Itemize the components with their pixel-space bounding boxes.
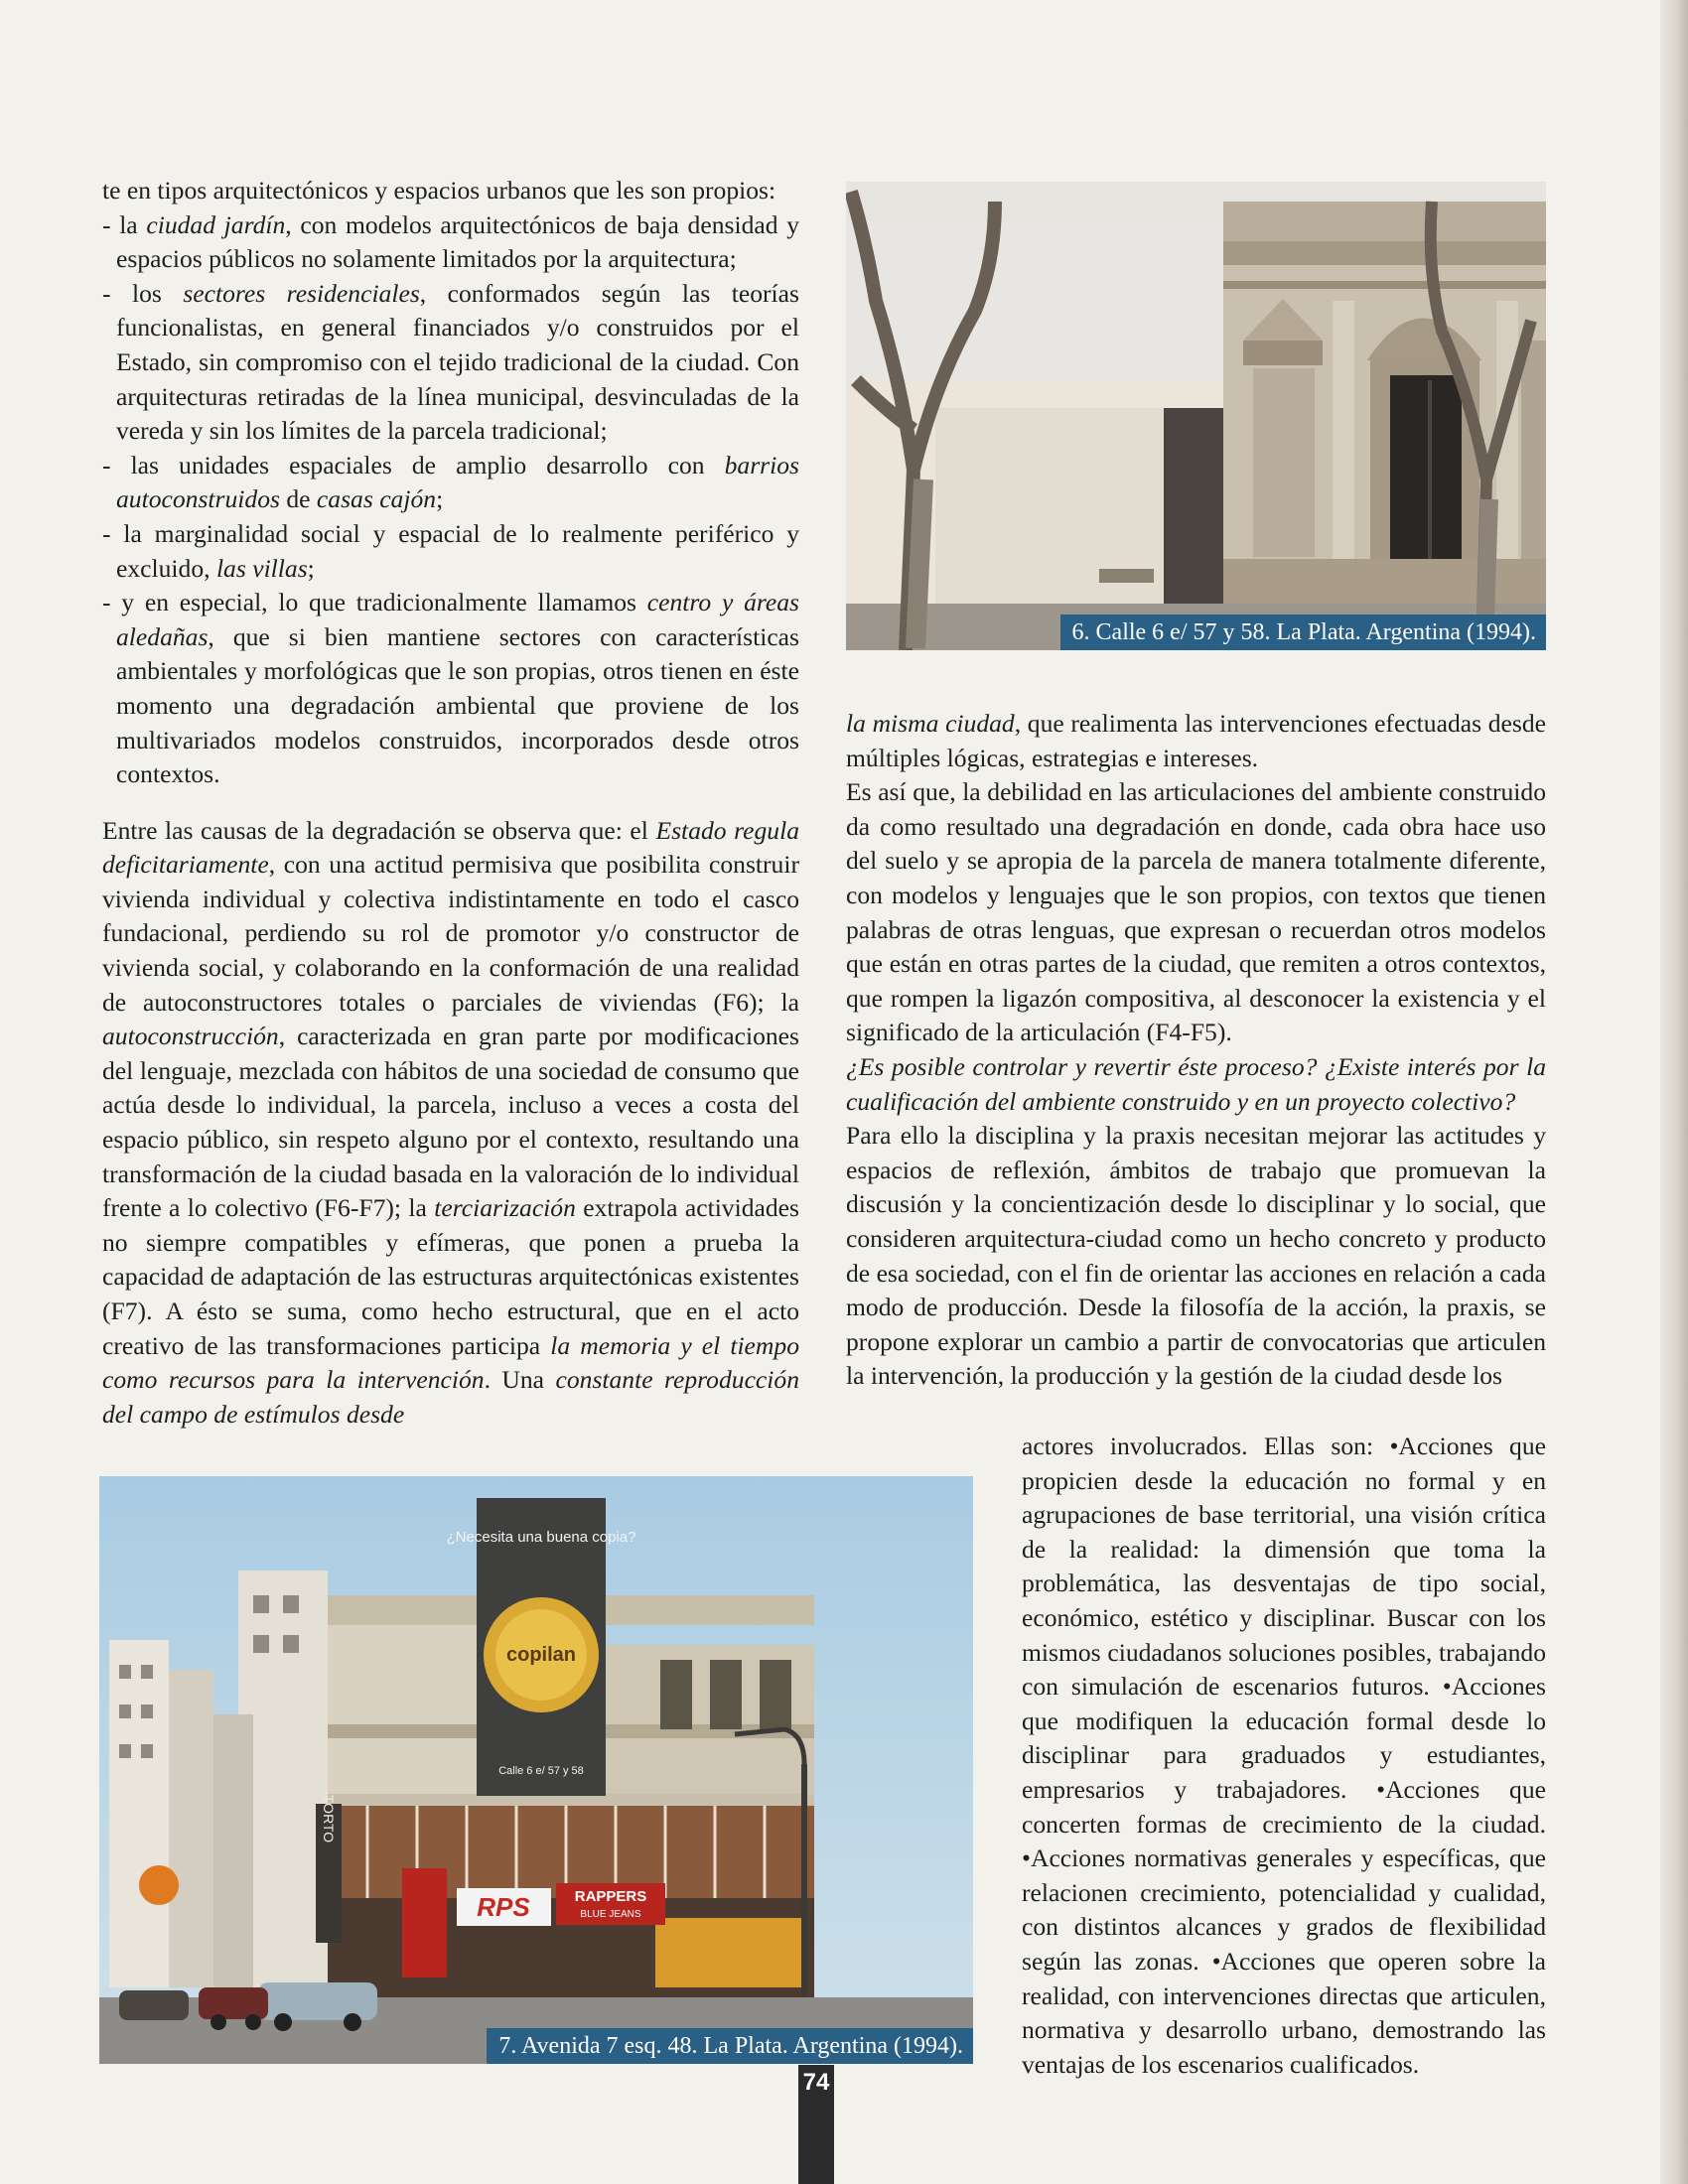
figure-7-caption: 7. Avenida 7 esq. 48. La Plata. Argentina (1994).: [487, 2028, 973, 2064]
para-emphasis: constante reproducción del campo de estímulos desde: [102, 1365, 799, 1429]
item-text: , que si bien mantiene sectores con características ambientales y morfológicas que le son propias, otros tienen en éste momento una degradación ambiental que proviene de los multivariados modelos construidos, incorporados desde otros contextos.: [116, 621, 799, 789]
page-edge-shadow: [1660, 0, 1688, 2184]
body-paragraph: actores involucrados. Ellas son: •Acciones que propicien desde la educación no formal y en agrupaciones de base territorial, una visión crítica de la realidad: la dimensión que toma la problemática, las desventajas de tipo social, económico, estético y disciplinar. Buscar con los mismos ciudadanos soluciones posibles, trabajando con simulación de escenarios futuros. •Acciones que modifiquen la educación formal desde lo disciplinar para graduados y estudiantes, empresarios y trabajadores. •Acciones que concerten formas de crecimiento de la ciudad. •Acciones normativas generales y específicas, que relacionen crecimiento, potencialidad y cualidad, con distintos alcances y grados de flexibilidad según las zonas. •Acciones que operen sobre la realidad, con intervenciones directas que articulen, normativa y desarrollo urbano, demostrando las ventajas de los escenarios cualificados.: [1022, 1432, 1546, 2079]
list-item: [102, 208, 799, 277]
right-column-lower: [1022, 1430, 1546, 2082]
sign-vertical: TORTO: [321, 1794, 337, 1843]
list-item: [102, 517, 799, 586]
item-text: - la: [102, 209, 147, 239]
para-emphasis: la misma ciudad: [846, 709, 1015, 738]
question-text: ¿Es posible controlar y revertir éste proceso? ¿Existe interés por la cualificación del ambiente construido y en un proyecto colectivo?: [846, 1051, 1546, 1116]
sign-rappers-sub: BLUE JEANS: [580, 1909, 641, 1920]
billboard-brand: copilan: [505, 1644, 577, 1666]
list-item: [102, 586, 799, 792]
item-text: - y en especial, lo que tradicionalmente llamamos: [102, 588, 647, 617]
body-paragraph: Para ello la disciplina y la praxis necesitan mejorar las actitudes y espacios de reflexión, ámbitos de trabajo que promuevan la discusión y la concientización desde lo disciplinar y lo social, que consideren arquitectura-ciudad como un hecho concreto y producto de esa sociedad, con el fin de orientar las acciones en relación a cada modo de producción. Desde la filosofía de la acción, la praxis, se propone explorar un cambio a partir de convocatorias que articulen la intervención, la producción y la gestión de la ciudad desde los: [846, 1121, 1546, 1391]
figure-7-photo: [99, 1476, 973, 2064]
question-paragraph: [846, 1050, 1546, 1119]
sign-rps: RPS: [477, 1892, 530, 1922]
para-emphasis: Estado regula deficitariamente: [102, 815, 799, 880]
left-column: [102, 174, 799, 1432]
item-text: de: [279, 484, 317, 514]
para-text: , con una actitud permisiva que posibilita construir vivienda individual y colectiva indistintamente en todo el casco fundacional, perdiendo su rol de promotor y/o constructor de vivienda social, y colaborando en la conformación de una realidad de autoconstructores totales o parciales de viviendas (F6); la: [102, 850, 799, 1017]
item-emphasis: ciudad jardín: [146, 209, 286, 239]
item-emphasis: barrios autoconstruidos: [116, 450, 799, 514]
right-column: [846, 707, 1546, 1394]
page-number: 74: [798, 2065, 834, 2184]
para-text: , caracterizada en gran parte por modificaciones del lenguaje, mezclada con hábitos de una sociedad de consumo que actúa desde lo individual, la parcela, incluso a veces a costa del espacio público, sin respeto alguno por el contexto, resultando una transformación de la ciudad basada en la valoración de lo individual frente a lo colectivo (F6-F7); la: [102, 1022, 799, 1223]
item-text: , con modelos arquitectónicos de baja densidad y espacios públicos no solamente limitados por la arquitectura;: [116, 209, 799, 274]
item-emphasis: centro y áreas aledañas: [116, 588, 799, 651]
item-text: ;: [436, 484, 444, 514]
para-emphasis: autoconstrucción: [102, 1022, 279, 1051]
item-emphasis: sectores residenciales: [183, 278, 420, 308]
item-text: - los: [102, 278, 184, 308]
list-item: [102, 449, 799, 517]
para-emphasis: la memoria y el tiempo como recursos para la intervención: [102, 1330, 799, 1395]
item-emphasis: casas cajón: [316, 484, 437, 514]
para-text: . Una: [484, 1365, 556, 1395]
item-text: ;: [307, 553, 315, 583]
sign-rappers: RAPPERS: [574, 1888, 647, 1905]
para-emphasis: terciarización: [434, 1193, 576, 1223]
para-text: extrapola actividades no siempre compatibles y efímeras, que ponen a prueba la capacidad de adaptación de las estructuras arquitectónicas existentes (F7). A ésto se suma, como hecho estructural, que en el acto creativo de las transformaciones participa: [102, 1193, 799, 1360]
list-item: [102, 277, 799, 449]
figure-6-photo: [846, 182, 1546, 650]
item-text: - la marginalidad social y espacial de lo realmente periférico y excluido,: [102, 518, 799, 583]
item-text: , conformados según las teorías funcionalistas, en general financiados y/o construidos por el Estado, sin compromiso con el tejido tradicional de la ciudad. Con arquitecturas retiradas de la línea municipal, desvinculadas de la vereda y sin los límites de la parcela tradicional;: [116, 278, 799, 446]
body-paragraph: [846, 707, 1546, 775]
para-text: , que realimenta las intervenciones efectuadas desde múltiples lógicas, estrategias e intereses.: [846, 709, 1546, 772]
intro-line: te en tipos arquitectónicos y espacios urbanos que les son propios:: [102, 176, 776, 205]
billboard-address: Calle 6 e/ 57 y 58: [498, 1765, 584, 1777]
item-text: - las unidades espaciales de amplio desarrollo con: [102, 450, 725, 479]
figure-6-caption: 6. Calle 6 e/ 57 y 58. La Plata. Argentina (1994).: [1060, 614, 1546, 650]
item-emphasis: las villas: [215, 553, 308, 583]
body-paragraph: [102, 814, 799, 1433]
billboard-text: ¿Necesita una buena copia?: [446, 1529, 636, 1546]
para-text: Entre las causas de la degradación se observa que: el: [102, 815, 656, 845]
body-paragraph: Es así que, la debilidad en las articulaciones del ambiente construido da como resultado una degradación en donde, cada obra hace uso del suelo y se apropia de la parcela de manera totalmente diferente, con modelos y lenguajes que le son propios, con textos que tienen palabras de otras lenguas, que expresan o recuerdan otros modelos que están en otras partes de la ciudad, que remiten a otros contextos, que rompen la ligazón compositiva, al desconocer la existencia y el significado de la articulación (F4-F5).: [846, 777, 1546, 1047]
